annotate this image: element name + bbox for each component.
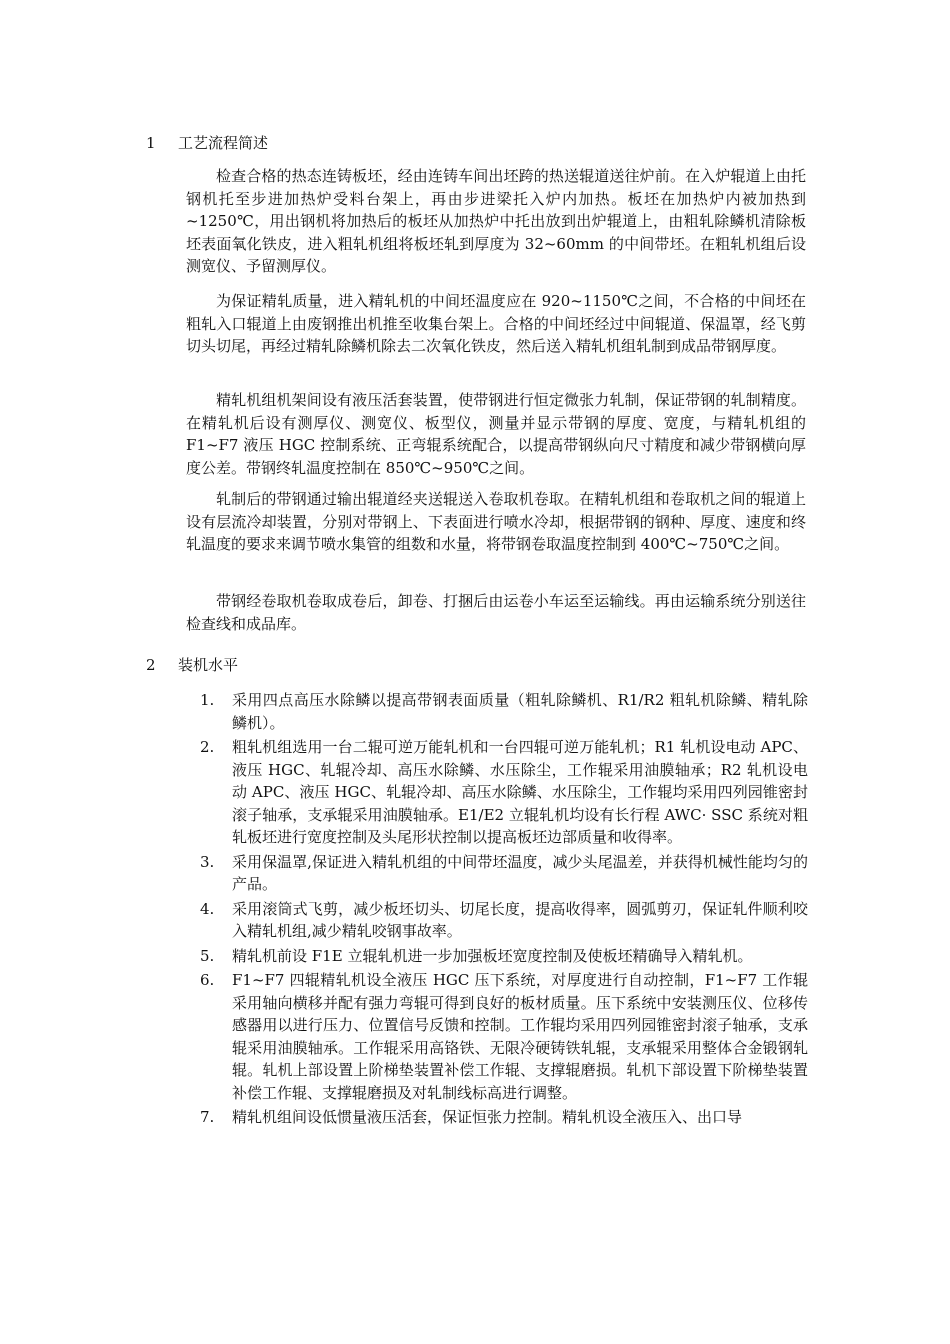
list-item (200, 969, 808, 1104)
list-item (200, 1106, 808, 1129)
section-1-number: 1 (146, 134, 156, 152)
list-item-text: 精轧机组间设低惯量液压活套，保证恒张力控制。精轧机设全液压入、出口导 (232, 1108, 743, 1126)
list-item-text: 采用四点高压水除鳞以提高带钢表面质量（粗轧除鳞机、R1/R2 粗轧机除鳞、精轧除鳞机）。 (232, 691, 808, 732)
list-item-text: 采用保温罩,保证进入精轧机组的中间带坯温度，减少头尾温差，并获得机械性能均匀的产品。 (232, 852, 808, 893)
section-2-heading (146, 655, 238, 675)
list-item-number: 7. (200, 1108, 215, 1126)
section-2-title: 装机水平 (178, 656, 239, 674)
list-item (200, 689, 808, 734)
section-1-paragraph-3: 精轧机组机架间设有液压活套装置，使带钢进行恒定微张力轧制，保证带钢的轧制精度。在精轧机后设有测厚仪、测宽仪、板型仪，测量并显示带钢的厚度、宽度，与精轧机组的 F1~F7 液压 HGC 控制系统、正弯辊系统配合，以提高带钢纵向尺寸精度和减少带钢横向厚度公差。带钢终轧温度控制在 850℃~950℃之间。 (186, 391, 806, 477)
section-1-paragraph-1: 检查合格的热态连铸板坯，经由连铸车间出坯跨的热送辊道送往炉前。在入炉辊道上由托钢机托至步进加热炉受料台架上，再由步进梁托入炉内加热。板坯在加热炉内被加热到~1250℃，用出钢机将加热后的板坯从加热炉中托出放到出炉辊道上，由粗轧除鳞机清除板坯表面氧化铁皮，进入粗轧机组将板坯轧到厚度为 32~60mm 的中间带坯。在粗轧机组后设测宽仪、予留测厚仪。 (186, 167, 806, 275)
list-item-number: 3. (200, 852, 215, 871)
list-item-text: F1~F7 四辊精轧机设全液压 HGC 压下系统，对厚度进行自动控制，F1~F7 工作辊采用轴向横移并配有强力弯辊可得到良好的板材质量。压下系统中安装测压仪、位移传感器用以进行压力、位置信号反馈和控制。工作辊均采用四列园锥密封滚子轴承，支承辊采用油膜轴承。工作辊采用高铬铁、无限冷硬铸铁轧辊，支承辊采用整体合金锻钢轧辊。轧机上部设置上阶梯垫装置补偿工作辊、支撑辊磨损。轧机下部设置下阶梯垫装置补偿工作辊、支撑辊磨损及对轧制线标高进行调整。 (232, 971, 808, 1102)
section-1-title: 工艺流程简述 (178, 134, 269, 152)
section-1-paragraph-5: 带钢经卷取机卷取成卷后，卸卷、打捆后由运卷小车运至运输线。再由运输系统分别送往检查线和成品库。 (186, 592, 806, 633)
list-item-number: 4. (200, 899, 215, 918)
list-item-number: 1. (200, 691, 215, 709)
list-item-text: 采用滚筒式飞剪，减少板坯切头、切尾长度，提高收得率，圆弧剪刃，保证轧件顺利咬入精轧机组,减少精轧咬钢事故率。 (232, 899, 808, 940)
list-item-number: 6. (200, 971, 215, 989)
section-2-number: 2 (146, 656, 156, 674)
list-item (200, 736, 808, 849)
section-1-heading (146, 133, 268, 153)
list-item-text: 精轧机前设 F1E 立辊轧机进一步加强板坯宽度控制及使板坯精确导入精轧机。 (232, 946, 753, 965)
list-item (200, 945, 808, 968)
equipment-list (200, 689, 808, 1131)
section-1-paragraph-2: 为保证精轧质量，进入精轧机的中间坯温度应在 920~1150℃之间，不合格的中间坯在粗轧入口辊道上由废钢推出机推至收集台架上。合格的中间坯经过中间辊道、保温罩，经飞剪切头切尾，再经过精轧除鳞机除去二次氧化铁皮，然后送入精轧机组轧制到成品带钢厚度。 (186, 292, 806, 355)
list-item-text: 粗轧机组选用一台二辊可逆万能轧机和一台四辊可逆万能轧机；R1 轧机设电动 APC、液压 HGC、轧辊冷却、高压水除鳞、水压除尘，工作辊采用油膜轴承；R2 轧机设电动 APC、液压 HGC、轧辊冷却、高压水除鳞、水压除尘，工作辊均采用四列园锥密封滚子轴承，支承辊采用油膜轴承。E1/E2 立辊轧机均设有长行程 AWC· SSC 系统对粗轧板坯进行宽度控制及头尾形状控制以提高板坯边部质量和收得率。 (232, 738, 808, 846)
list-item-number: 5. (200, 946, 215, 965)
list-item (200, 898, 808, 943)
list-item (200, 851, 808, 896)
section-1-paragraph-4: 轧制后的带钢通过输出辊道经夹送辊送入卷取机卷取。在精轧机组和卷取机之间的辊道上设有层流冷却装置，分别对带钢上、下表面进行喷水冷却，根据带钢的钢种、厚度、速度和终轧温度的要求来调节喷水集管的组数和水量，将带钢卷取温度控制到 400℃~750℃之间。 (186, 490, 806, 553)
list-item-number: 2. (200, 738, 215, 756)
